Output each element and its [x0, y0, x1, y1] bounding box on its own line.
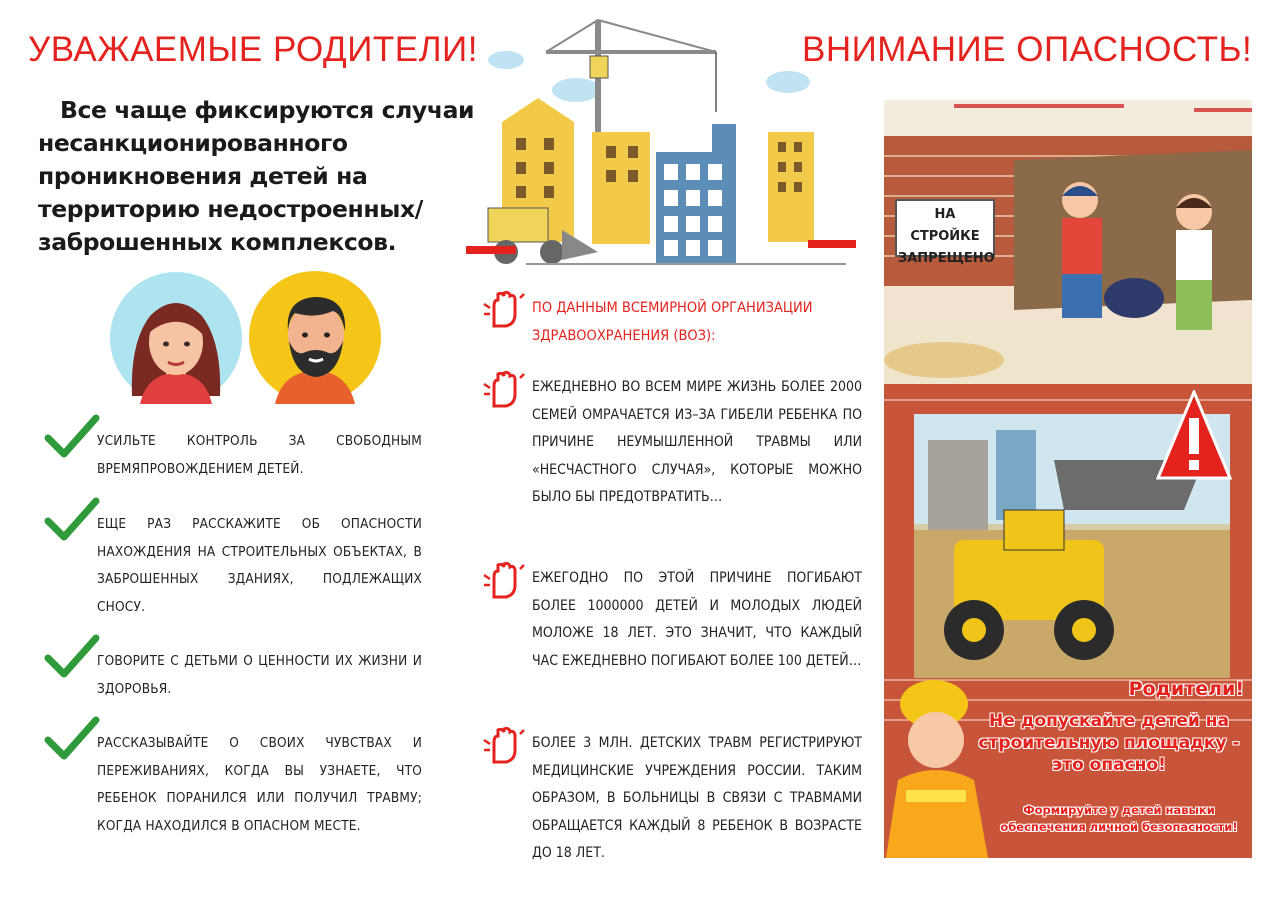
fact-text: БОЛЕЕ 3 МЛН. ДЕТСКИХ ТРАВМ РЕГИСТРИРУЮТ МЕДИЦИНСКИЕ УЧРЕЖДЕНИЯ РОССИИ. ТАКИМ ОБРАЗОМ, В БОЛЬНИЦЫ В СВЯЗИ С ТРАВМАМИ ОБРАЩАЕТСЯ КАЖДЫЙ 8 РЕБЕНОК В ВОЗРАСТЕ ДО 18 ЛЕТ. — [532, 735, 862, 861]
raised-hand-icon — [482, 726, 526, 766]
check-icon — [44, 716, 100, 762]
tip-item — [44, 648, 422, 703]
raised-hand-icon — [482, 561, 526, 601]
construction-illustration — [466, 12, 858, 270]
check-icon — [44, 634, 100, 680]
fact-text: ЕЖЕГОДНО ПО ЭТОЙ ПРИЧИНЕ ПОГИБАЮТ БОЛЕЕ 1000000 ДЕТЕЙ И МОЛОДЫХ ЛЮДЕЙ МОЛОЖЕ 18 ЛЕТ. ЭТО ЗНАЧИТ, ЧТО КАЖДЫЙ ЧАС ЕЖЕДНЕВНО ПОГИБАЮТ БОЛЕЕ 100 ДЕТЕЙ… — [532, 570, 862, 669]
fact-text: ЕЖЕДНЕВНО ВО ВСЕМ МИРЕ ЖИЗНЬ БОЛЕЕ 2000 СЕМЕЙ ОМРАЧАЕТСЯ ИЗ–ЗА ГИБЕЛИ РЕБЕНКА ПО ПРИЧИНЕ НЕУМЫШЛЕННОЙ ТРАВМЫ ИЛИ «НЕСЧАСТНОГО СЛУЧАЯ», КОТОРЫЕ МОЖНО БЫЛО БЫ ПРЕДОТВРАТИТЬ… — [532, 379, 862, 505]
raised-hand-icon — [482, 370, 526, 410]
intro-paragraph: Все чаще фиксируются случаи несанкционированного проникновения детей на территорию недостроенных/ заброшенных комплексов. — [38, 96, 475, 256]
tip-text: ЕЩЕ РАЗ РАССКАЖИТЕ ОБ ОПАСНОСТИ НАХОЖДЕНИЯ НА СТРОИТЕЛЬНЫХ ОБЪЕКТАХ, В ЗАБРОШЕННЫХ ЗДАНИЯХ, ПОДЛЕЖАЩИХ СНОСУ. — [97, 516, 422, 615]
tip-item — [44, 511, 422, 621]
tip-item — [44, 428, 422, 483]
poster-parents: Родители! — [1128, 678, 1244, 700]
who-heading-block — [482, 294, 862, 350]
warning-triangle-icon — [1156, 390, 1232, 480]
poster-warning: Не допускайте детей на строительную площадку - это опасно! — [978, 711, 1240, 775]
safety-poster — [884, 100, 1252, 858]
poster-advice: Формируйте у детей навыки обеспечения личной безопасности! — [1000, 803, 1238, 834]
who-heading: ПО ДАННЫМ ВСЕМИРНОЙ ОРГАНИЗАЦИИ ЗДРАВООХРАНЕНИЯ (ВОЗ): — [532, 300, 813, 344]
right-title: ВНИМАНИЕ ОПАСНОСТЬ! — [802, 30, 1253, 69]
fence-sign: НА СТРОЙКЕ ЗАПРЕЩЕНО — [898, 207, 995, 266]
tip-item — [44, 730, 422, 840]
fact-item — [482, 374, 862, 512]
left-title: УВАЖАЕМЫЕ РОДИТЕЛИ! — [28, 30, 478, 69]
fact-item — [482, 730, 862, 868]
tip-text: УСИЛЬТЕ КОНТРОЛЬ ЗА СВОБОДНЫМ ВРЕМЯПРОВОЖДЕНИЕМ ДЕТЕЙ. — [97, 433, 422, 477]
father-avatar — [249, 271, 382, 404]
fact-item — [482, 565, 862, 675]
tip-text: РАССКАЗЫВАЙТЕ О СВОИХ ЧУВСТВАХ И ПЕРЕЖИВАНИЯХ, КОГДА ВЫ УЗНАЕТЕ, ЧТО РЕБЕНОК ПОРАНИЛСЯ ИЛИ ПОЛУЧИЛ ТРАВМУ; КОГДА НАХОДИЛСЯ В ОПАСНОМ МЕСТЕ. — [97, 735, 422, 834]
check-icon — [44, 497, 100, 543]
raised-hand-icon — [482, 290, 526, 330]
mother-avatar — [110, 272, 242, 404]
check-icon — [44, 414, 100, 460]
tip-text: ГОВОРИТЕ С ДЕТЬМИ О ЦЕННОСТИ ИХ ЖИЗНИ И ЗДОРОВЬЯ. — [97, 653, 422, 697]
